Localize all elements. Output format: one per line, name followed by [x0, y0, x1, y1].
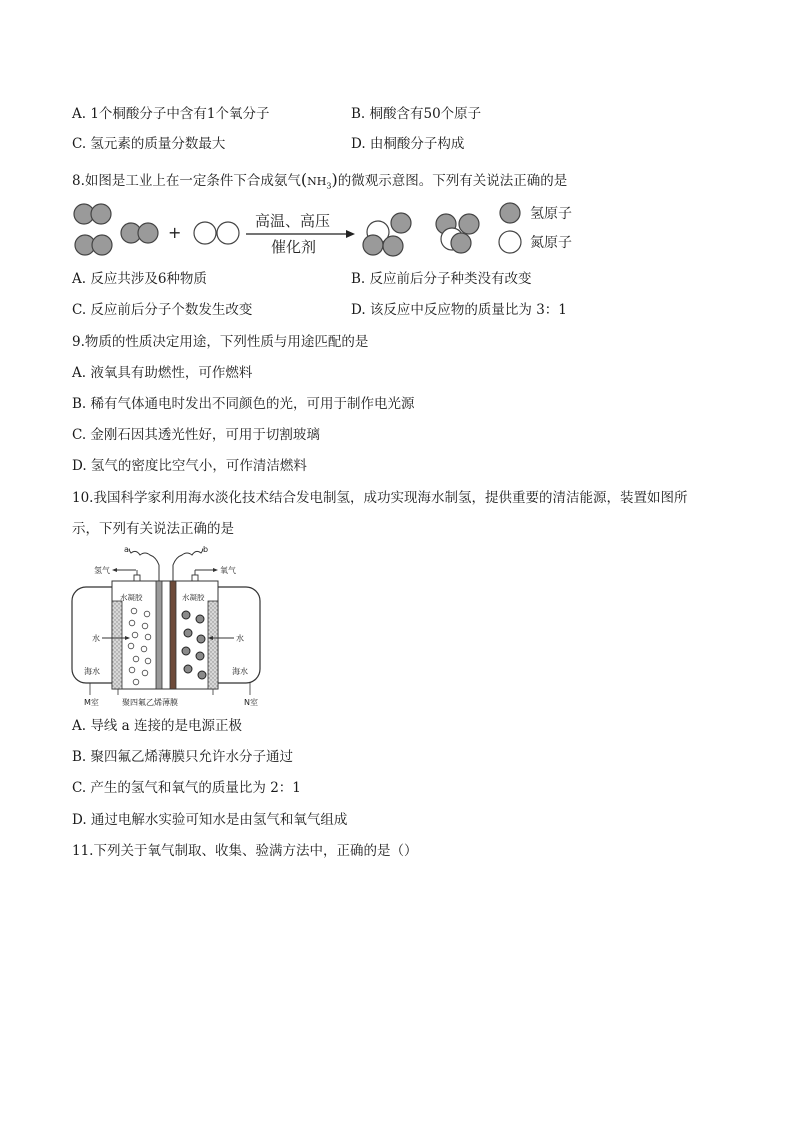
left-water-label: 水 — [92, 634, 100, 643]
membrane-label: 聚四氟乙烯薄膜 — [122, 698, 178, 707]
q8-option-a: A. 反应共涉及6种物质 — [72, 271, 207, 287]
q8-option-c: C. 反应前后分子个数发生改变 — [72, 302, 253, 318]
reaction-arrowhead — [346, 230, 355, 238]
m-room-label: M室 — [84, 698, 99, 707]
q7-option-c: C. 氢元素的质量分数最大 — [72, 136, 226, 152]
q7-option-b: B. 桐酸含有50个原子 — [351, 106, 482, 122]
plus-sign: + — [168, 223, 182, 242]
right-water-label: 水 — [236, 634, 244, 643]
q10-option-d: D. 通过电解水实验可知水是由氢气和氧气组成 — [72, 812, 348, 828]
nh3-molecule — [363, 213, 411, 256]
q10-stem-line1: 10.我国科学家利用海水淡化技术结合发电制氢，成功实现海水制氢，提供重要的清洁能源，装置如图所 — [72, 490, 688, 506]
wire-b-label: b — [203, 545, 209, 554]
q7-option-d: D. 由桐酸分子构成 — [351, 136, 465, 152]
q9-option-a: A. 液氧具有助燃性，可作燃料 — [72, 365, 253, 381]
q8-stem-before: 8.如图是工业上在一定条件下合成氨气 — [72, 173, 301, 189]
legend-nitrogen-label: 氮原子 — [530, 235, 572, 251]
h2-molecule — [75, 235, 112, 255]
h2-molecule — [74, 204, 111, 224]
q8-option-d: D. 该反应中反应物的质量比为 3：1 — [351, 302, 567, 318]
right-hydrogel-label: 水凝胶 — [182, 593, 205, 602]
q11-stem: 11.下列关于氧气制取、收集、验满方法中，正确的是（） — [72, 843, 418, 859]
q9-option-d: D. 氢气的密度比空气小，可作清洁燃料 — [72, 458, 307, 474]
oxygen-outlet-tube — [192, 575, 198, 581]
reaction-condition-bottom: 催化剂 — [271, 238, 317, 256]
legend-nitrogen-swatch — [499, 231, 521, 253]
q8-formula-close: ) — [331, 170, 338, 189]
q8-formula-subscript: 3 — [326, 181, 332, 191]
q8-formula: ( — [300, 170, 308, 189]
q8-reaction-diagram — [68, 198, 598, 264]
q10-option-c: C. 产生的氢气和氧气的质量比为 2：1 — [72, 780, 301, 796]
h2-molecule — [121, 223, 158, 243]
hydrogen-outlet-arrowhead — [112, 568, 117, 572]
q8-stem-after: 的微观示意图。下列有关说法正确的是 — [337, 173, 568, 189]
q10-option-a: A. 导线 a 连接的是电源正极 — [72, 718, 242, 734]
n2-molecule — [194, 222, 239, 244]
q10-stem-line2: 示，下列有关说法正确的是 — [72, 521, 234, 537]
right-hydrogel-layer — [208, 601, 218, 689]
q9-stem: 9.物质的性质决定用途，下列性质与用途匹配的是 — [72, 334, 369, 350]
left-hydrogel-layer — [112, 601, 122, 689]
anode-electrode — [170, 581, 176, 689]
q9-option-b: B. 稀有气体通电时发出不同颜色的光，可用于制作电光源 — [72, 396, 415, 412]
q8-option-b: B. 反应前后分子种类没有改变 — [351, 271, 532, 287]
left-seawater-label: 海水 — [84, 667, 100, 676]
q8-formula-nh: NH — [307, 175, 327, 188]
oxygen-outlet-arrowhead — [213, 568, 218, 572]
n-room-label: N室 — [244, 698, 258, 707]
cathode-electrode — [156, 581, 162, 689]
wire-a-label: a — [124, 545, 129, 554]
left-hydrogel-label: 水凝胶 — [120, 593, 143, 602]
hydrogen-outlet-tube — [134, 575, 140, 581]
q10-apparatus-diagram — [70, 543, 270, 711]
hydrogen-outlet-label: 氢气 — [94, 566, 110, 575]
q9-option-c: C. 金刚石因其透光性好，可用于切割玻璃 — [72, 427, 320, 443]
q7-option-a: A. 1个桐酸分子中含有1个氧分子 — [72, 106, 270, 122]
q8-stem — [72, 172, 567, 195]
legend-hydrogen-swatch — [500, 203, 520, 223]
legend-hydrogen-label: 氢原子 — [530, 206, 572, 222]
right-seawater-label: 海水 — [232, 667, 248, 676]
oxygen-outlet-label: 氧气 — [220, 566, 236, 575]
nh3-molecule — [436, 214, 479, 253]
reaction-condition-top: 高温、高压 — [255, 212, 331, 230]
q10-option-b: B. 聚四氟乙烯薄膜只允许水分子通过 — [72, 749, 294, 765]
